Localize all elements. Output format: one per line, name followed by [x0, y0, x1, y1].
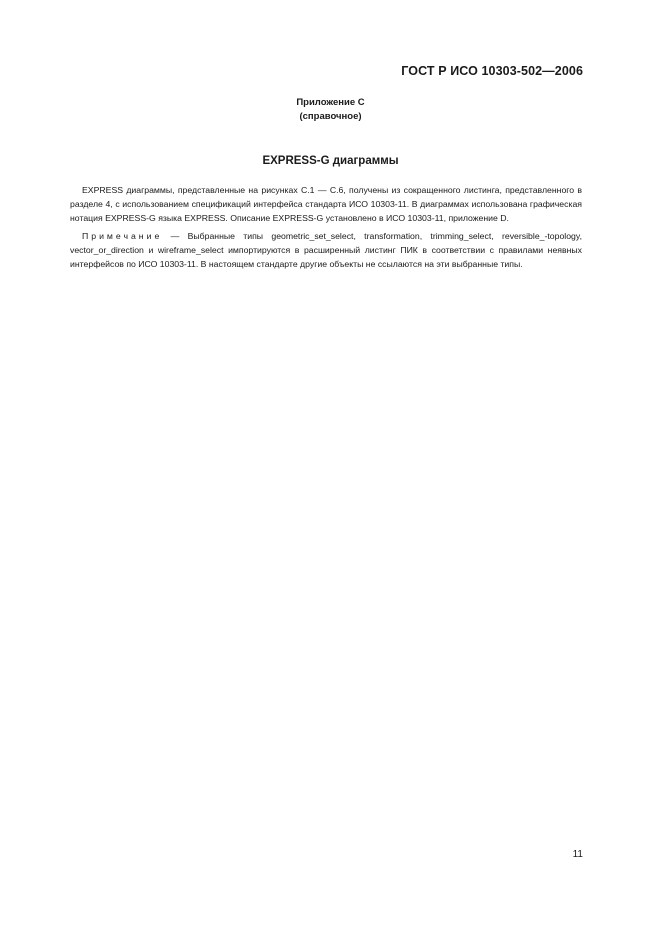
note-text: — Выбранные типы geometric_set_select, transformation, trimming_select, reversible_-topology, vector_or_direction и wireframe_select импортируются в расширенный листинг ПИК в соответствии с правилами неявных интерфейсов по ИСО 10303-11. В настоящем стандарте другие объекты не ссылаются на эти выбранные типы. [70, 230, 582, 270]
standard-code-header: ГОСТ Р ИСО 10303-502—2006 [401, 64, 583, 78]
section-title: EXPRESS-G диаграммы [262, 155, 399, 167]
body-paragraph: EXPRESS диаграммы, представленные на рисунках С.1 — С.6, получены из сокращенного листинга, представленного в разделе 4, с использованием спецификаций интерфейса стандарта ИСО 10303-11. В диаграммах использована графическая нотация EXPRESS-G языка EXPRESS. Описание EXPRESS-G установлено в ИСО 10303-11, приложение D. [70, 185, 582, 224]
page-number: 11 [572, 849, 583, 860]
note-paragraph [70, 229, 582, 272]
document-body [70, 183, 582, 274]
appendix-heading [0, 96, 661, 124]
appendix-label: Приложение С [296, 97, 365, 108]
appendix-type: (справочное) [299, 111, 362, 122]
note-label: Примечание [82, 230, 163, 241]
